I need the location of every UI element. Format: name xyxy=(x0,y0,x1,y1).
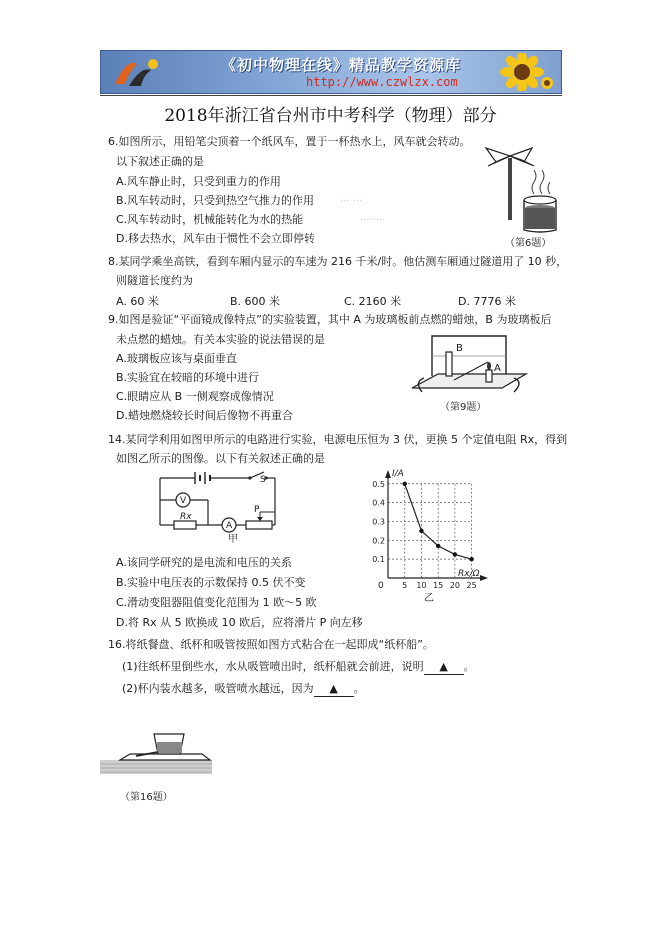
x-tick-label: 10 xyxy=(416,581,427,590)
q14-option-a: A.该同学研究的是电流和电压的关系 xyxy=(116,556,292,569)
x-tick-label: 25 xyxy=(466,581,477,590)
banner-url: http://www.czwlzx.com xyxy=(306,75,458,89)
chart-grid xyxy=(388,484,472,578)
data-point xyxy=(419,529,423,533)
q6-pinwheel-figure xyxy=(482,146,564,236)
q16-part1 xyxy=(122,660,475,675)
x-tick-label: 5 xyxy=(402,581,408,590)
q14-option-b: B.实验中电压表的示数保持 0.5 伏不变 xyxy=(116,576,306,589)
banner-title: 《初中物理在线》精品教学资源库 xyxy=(221,56,462,74)
q9-mirror-setup-figure xyxy=(410,332,528,400)
y-tick-label: 0.2 xyxy=(372,536,385,546)
q16-part2-period: 。 xyxy=(353,682,365,695)
q9-figure-caption: （第9题） xyxy=(440,402,487,413)
q8-option-d: D. 7776 米 xyxy=(458,295,516,308)
q14-current-resistance-chart xyxy=(360,466,500,590)
data-point xyxy=(436,544,440,548)
q9-option-b: B.实验宜在较暗的环境中进行 xyxy=(116,371,260,384)
data-point xyxy=(453,552,457,556)
chart-y-label: I/A xyxy=(392,469,404,479)
q6-figure-caption: （第6题） xyxy=(505,238,552,249)
bleed-through-mark: ·· ···· xyxy=(360,215,383,226)
q9-candle-b-label: B xyxy=(456,343,463,354)
q8-option-a: A. 60 米 xyxy=(116,295,159,308)
data-point xyxy=(403,482,407,486)
data-point xyxy=(469,557,473,561)
q6-option-a: A.风车静止时，只受到重力的作用 xyxy=(116,175,281,188)
q9-candle-a-label: A xyxy=(494,363,501,374)
y-tick-label: 0.4 xyxy=(372,498,385,508)
page-title: 2018年浙江省台州市中考科学（物理）部分 xyxy=(164,106,497,126)
q6-stem-line2: 以下叙述正确的是 xyxy=(116,155,204,168)
y-tick-label: 0.3 xyxy=(372,517,385,527)
x-tick-label: 20 xyxy=(449,581,461,590)
y-tick-label: 0.5 xyxy=(372,479,385,489)
q16-figure-caption: （第16题） xyxy=(120,792,173,803)
chart-figure-label: 乙 xyxy=(424,593,434,604)
circuit-ammeter-label: A xyxy=(226,521,233,531)
q6-stem-line1: 6.如图所示，用铅笔尖顶着一个纸风车，置于一杯热水上，风车就会转动。 xyxy=(108,135,471,148)
q14-stem-line1: 14.某同学利用如图甲所示的电路进行实验，电源电压恒为 3 伏，更换 5 个定值电阻 Rx，得到 xyxy=(108,433,568,446)
q16-part2-text: (2)杯内装水越多，吸管喷水越远，因为 xyxy=(122,682,314,695)
q16-part2 xyxy=(122,682,365,697)
circuit-slider-label: P xyxy=(254,505,260,515)
header-banner xyxy=(100,50,562,94)
x-axis-arrow xyxy=(480,575,488,581)
chart-x-label: Rx/Ω xyxy=(458,569,480,579)
sunflower-icon xyxy=(487,53,557,91)
q9-stem-line1: 9.如图是验证“平面镜成像特点”的实验装置，其中 A 为玻璃板前点燃的蜡烛，B 为玻璃板后 xyxy=(108,313,552,326)
q9-option-c: C.眼睛应从 B 一侧观察成像情况 xyxy=(116,390,274,403)
q8-option-b: B. 600 米 xyxy=(230,295,281,308)
y-tick-label: 0.1 xyxy=(372,555,385,565)
q9-option-a: A.玻璃板应该与桌面垂直 xyxy=(116,352,237,365)
chart-origin-label: 0 xyxy=(378,581,384,590)
q6-option-c: C.风车转动时，机械能转化为水的热能 xyxy=(116,213,304,226)
circuit-figure-label: 甲 xyxy=(228,534,238,545)
q16-part1-text: (1)往纸杯里倒些水，水从吸管喷出时，纸杯船就会前进，说明 xyxy=(122,660,424,673)
logo-icon xyxy=(107,54,167,90)
q8-stem-line1: 8.某同学乘坐高铁，看到车厢内显示的车速为 216 千米/时。他估测车厢通过隧道用了 10 秒， xyxy=(108,255,568,268)
q6-option-b: B.风车转动时，只受到热空气推力的作用 xyxy=(116,194,315,207)
q16-paper-boat-figure xyxy=(100,730,212,778)
q9-stem-line2: 未点燃的蜡烛。有关本实验的说法错误的是 xyxy=(116,333,325,346)
q14-option-d: D.将 Rx 从 5 欧换成 10 欧后，应将滑片 P 向左移 xyxy=(116,616,363,629)
bleed-through-mark: ··· ··· xyxy=(340,196,363,207)
header-rule xyxy=(100,95,562,96)
q16-answer-blank-2[interactable]: ▲ xyxy=(314,682,354,697)
q16-part1-period: 。 xyxy=(463,660,475,673)
q6-option-d: D.移去热水，风车由于惯性不会立即停转 xyxy=(116,232,315,245)
x-tick-label: 15 xyxy=(433,581,444,590)
q14-option-c: C.滑动变阻器阻值变化范围为 1 欧～5 欧 xyxy=(116,596,317,609)
circuit-switch-label: S xyxy=(260,475,266,485)
q9-option-d: D.蜡烛燃烧较长时间后像物不再重合 xyxy=(116,409,293,422)
circuit-resistor-label: Rx xyxy=(180,512,192,522)
y-axis-arrow xyxy=(385,470,391,478)
q16-stem-line1: 16.将纸餐盘、纸杯和吸管按照如图方式粘合在一起即成“纸杯船”。 xyxy=(108,638,434,651)
q8-option-c: C. 2160 米 xyxy=(344,295,402,308)
circuit-voltmeter-label: V xyxy=(180,496,187,506)
q14-stem-line2: 如图乙所示的图像。以下有关叙述正确的是 xyxy=(116,452,325,465)
q16-answer-blank-1[interactable]: ▲ xyxy=(424,660,464,675)
q8-stem-line2: 则隧道长度约为 xyxy=(116,274,193,287)
